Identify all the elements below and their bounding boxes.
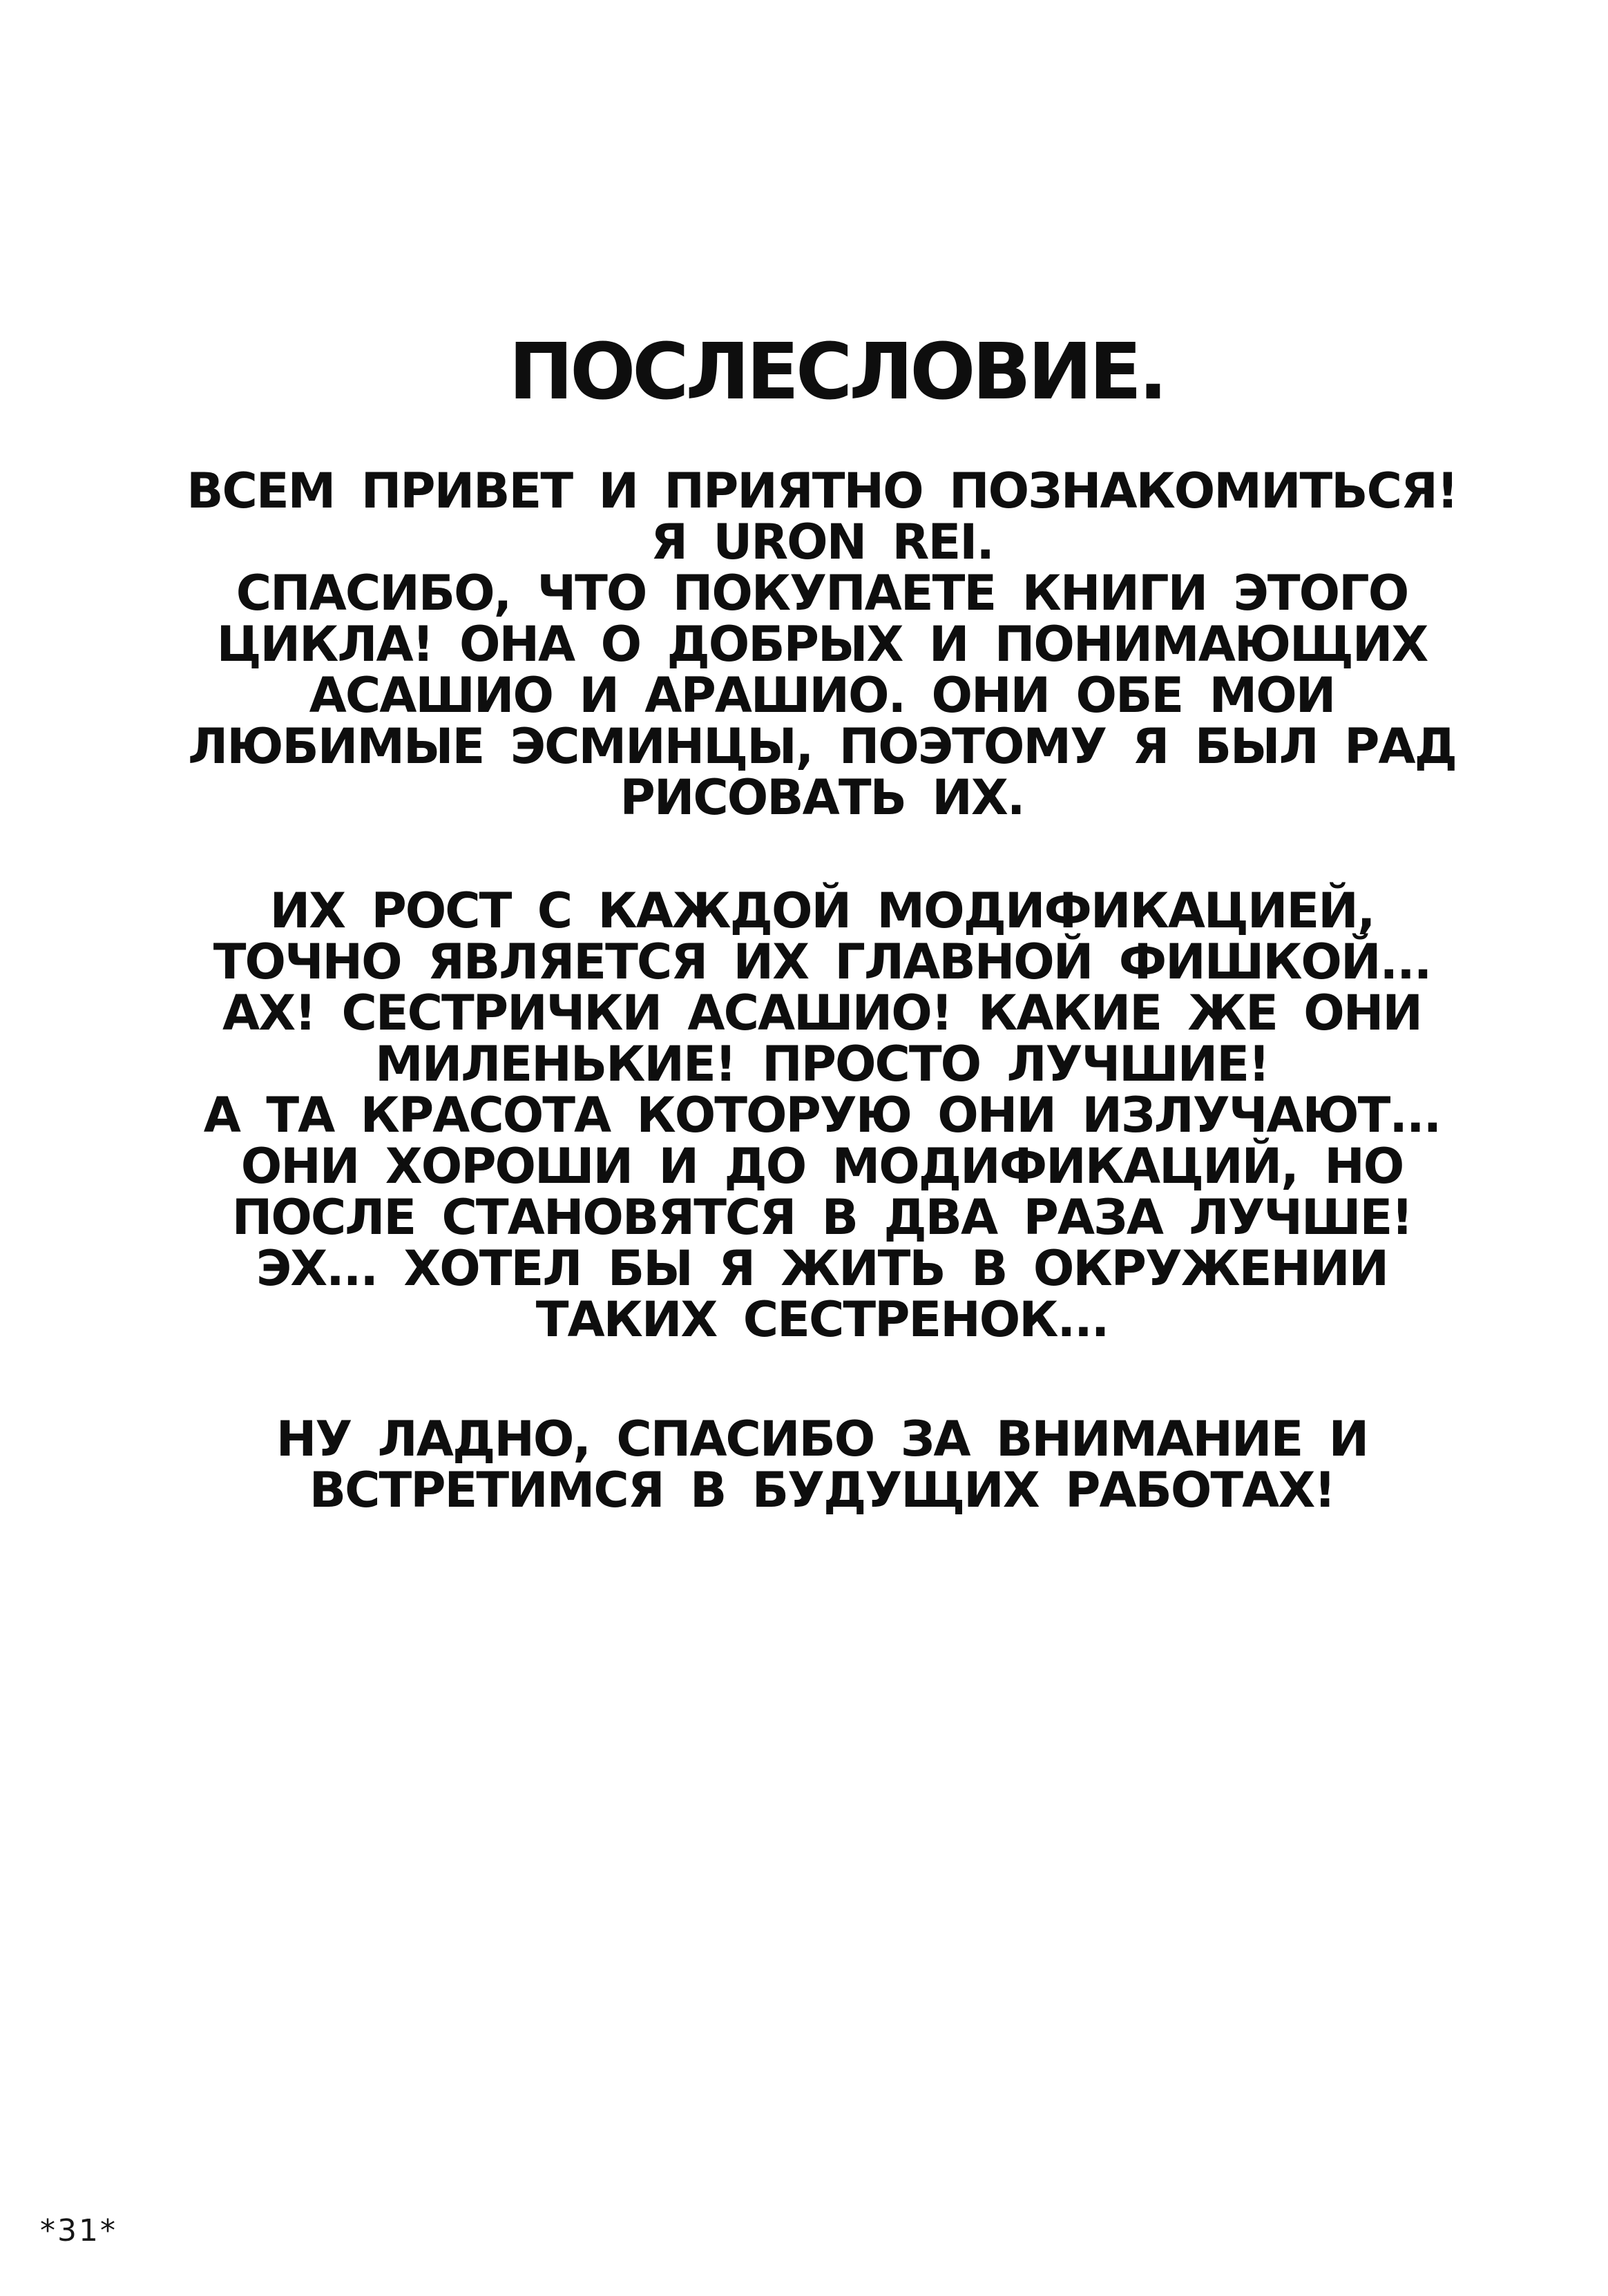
- afterword-line: НУ ЛАДНО, СПАСИБО ЗА ВНИМАНИЕ И: [276, 1411, 1368, 1467]
- afterword-line: ТОЧНО ЯВЛЯЕТСЯ ИХ ГЛАВНОЙ ФИШКОЙ...: [213, 934, 1431, 990]
- afterword-line: РИСОВАТЬ ИХ.: [620, 769, 1024, 826]
- afterword-line: СПАСИБО, ЧТО ПОКУПАЕТЕ КНИГИ ЭТОГО: [236, 565, 1408, 621]
- afterword-line: ЭХ... ХОТЕЛ БЫ Я ЖИТЬ В ОКРУЖЕНИИ: [256, 1240, 1388, 1297]
- page-title: ПОСЛЕСЛОВИЕ.: [508, 327, 1165, 417]
- afterword-line: ЦИКЛА! ОНА О ДОБРЫХ И ПОНИМАЮЩИХ: [216, 616, 1428, 673]
- afterword-line: ВСЕМ ПРИВЕТ И ПРИЯТНО ПОЗНАКОМИТЬСЯ!: [186, 463, 1457, 519]
- afterword-line: ИХ РОСТ С КАЖДОЙ МОДИФИКАЦИЕЙ,: [269, 882, 1375, 939]
- afterword-line: АСАШИО И АРАШИО. ОНИ ОБЕ МОИ: [309, 667, 1335, 724]
- afterword-line: ЛЮБИМЫЕ ЭСМИНЦЫ, ПОЭТОМУ Я БЫЛ РАД: [188, 718, 1456, 775]
- afterword-line: ВСТРЕТИМСЯ В БУДУЩИХ РАБОТАХ!: [309, 1462, 1335, 1518]
- afterword-paragraph-2: [36, 882, 1608, 1348]
- afterword-paragraph-1: [36, 463, 1608, 826]
- afterword-line: МИЛЕНЬКИЕ! ПРОСТО ЛУЧШИЕ!: [375, 1036, 1269, 1092]
- page-number: *31*: [40, 2213, 117, 2248]
- afterword-paragraph-3: [36, 1411, 1608, 1518]
- afterword-line: АХ! СЕСТРИЧКИ АСАШИО! КАКИЕ ЖЕ ОНИ: [222, 985, 1422, 1041]
- afterword-line: А ТА КРАСОТА КОТОРУЮ ОНИ ИЗЛУЧАЮТ...: [203, 1087, 1441, 1144]
- afterword-line: Я URON REI.: [651, 514, 993, 570]
- afterword-line: ОНИ ХОРОШИ И ДО МОДИФИКАЦИЙ, НО: [240, 1138, 1404, 1195]
- afterword-line: ТАКИХ СЕСТРЕНОК...: [535, 1291, 1109, 1348]
- afterword-line: ПОСЛЕ СТАНОВЯТСЯ В ДВА РАЗА ЛУЧШЕ!: [231, 1189, 1413, 1246]
